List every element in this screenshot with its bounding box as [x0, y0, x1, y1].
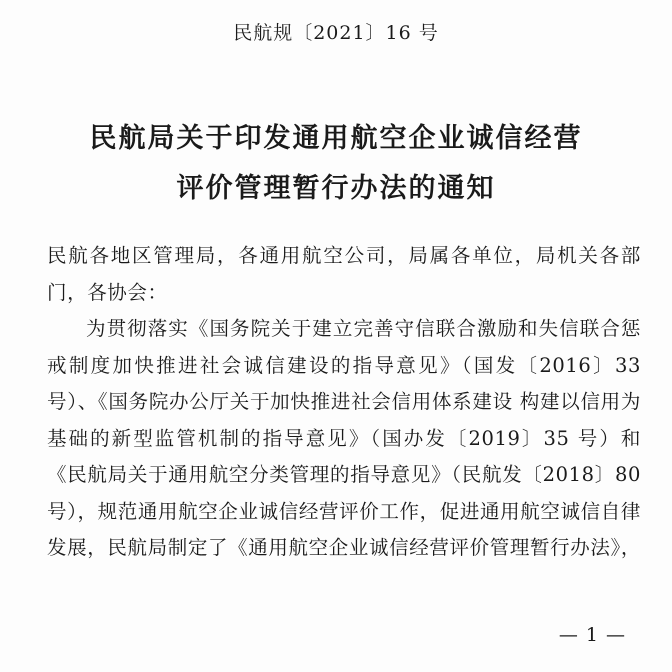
document-title-line-1: 民航局关于印发通用航空企业诚信经营 — [89, 123, 583, 154]
recipients-line: 民航各地区管理局，各通用航空公司，局属各单位，局机关各部门，各协会： — [47, 244, 641, 304]
page-number: — 1 — — [558, 624, 626, 646]
body-paragraph: 为贯彻落实《国务院关于建立完善守信联合激励和失信联合惩戒制度加快推进社会诚信建设的指导意见》（国发〔2016〕33 号）、《国务院办公厅关于加快推进社会信用体系建设 构建以信用为基础的新型监管机制的指导意见》（国办发〔2019〕35 号）和《民航局关于通用航空分类管理的指导意见》（民航发〔2018〕80 号），规范通用航空企业诚信经营评价工作，促进通用航空诚信自律发展，民航局制定了《通用航空企业诚信经营评价管理暂行办法》， — [47, 317, 641, 559]
document-body — [47, 238, 641, 567]
document-number: 民航规〔2021〕16 号 — [233, 22, 439, 44]
document-title-line-2: 评价管理暂行办法的通知 — [176, 173, 496, 204]
